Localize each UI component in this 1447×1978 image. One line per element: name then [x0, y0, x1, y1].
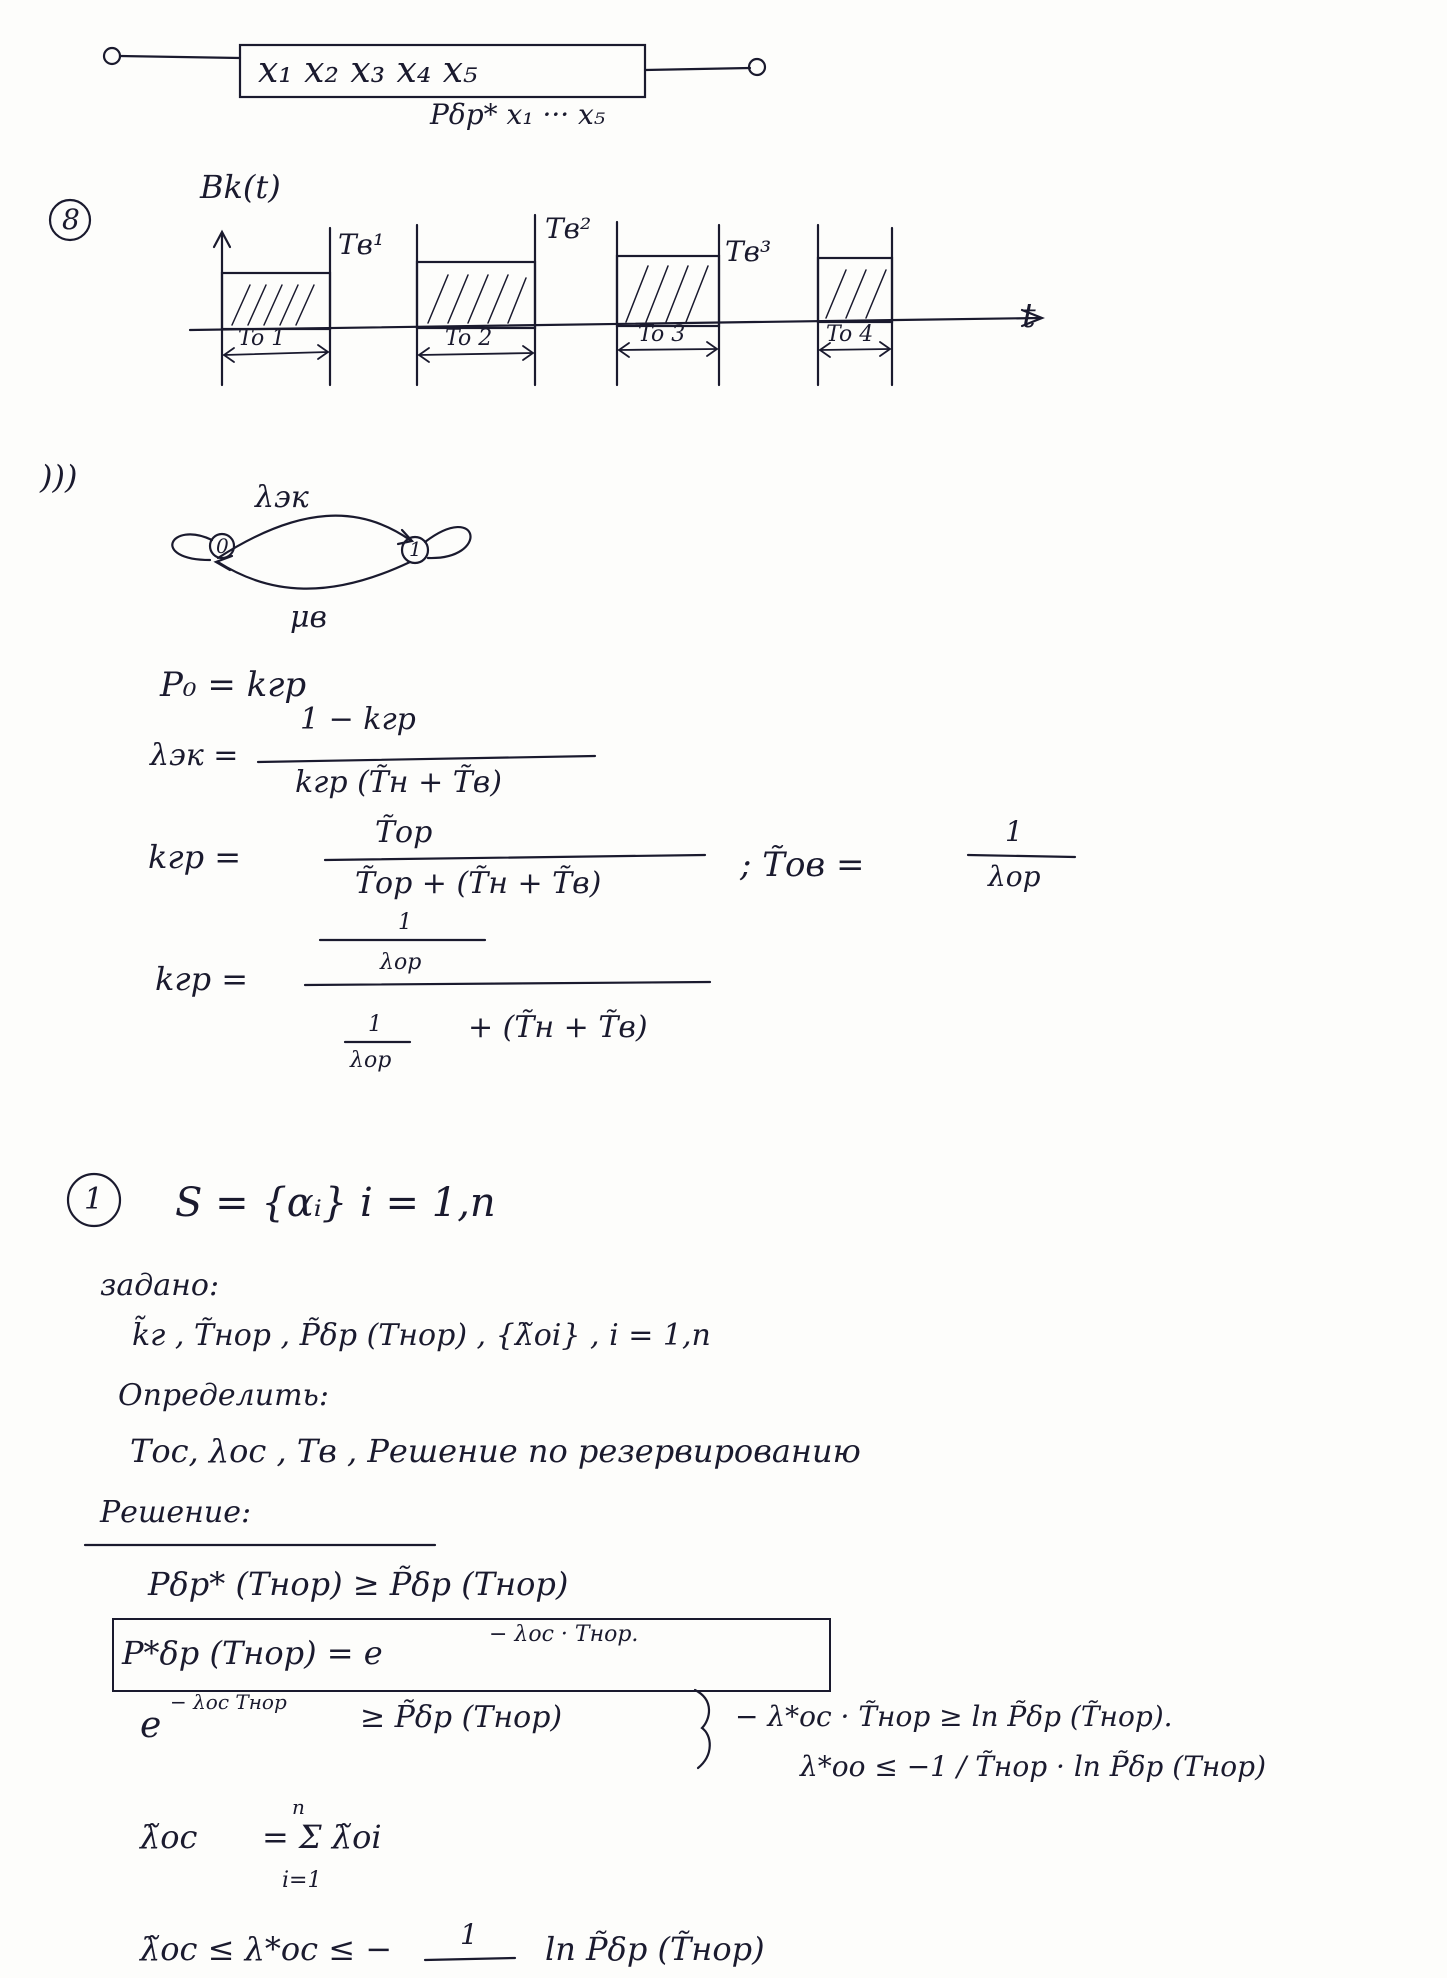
formula-tob: ; T̃ов = — [740, 845, 865, 885]
find-label: Определить: — [118, 1378, 329, 1413]
solution-label: Решение: — [100, 1495, 252, 1530]
sum-bottom-limit: i=1 — [282, 1868, 322, 1893]
self-loop-0 — [172, 534, 212, 560]
fraction-bar-kgr2 — [305, 982, 710, 985]
to-label-2: To 2 — [445, 326, 493, 351]
sum-top-limit: n — [292, 1795, 305, 1819]
set-definition: S = {αᵢ} i = 1,n — [175, 1180, 496, 1226]
formula-lambda-lhs: λэк = — [150, 738, 239, 773]
formula-kgr2-lhs: kгр = — [155, 960, 249, 998]
formula-kgr-lhs: kгр = — [148, 838, 242, 876]
inequality-1: Pδр* (Tнор) ≥ P̃δр (Tнор) — [148, 1565, 569, 1603]
fraction-bar-kgr — [325, 855, 705, 860]
marker-1-text: 1 — [84, 1182, 104, 1217]
last-line-numerator: 1 — [460, 1918, 478, 1951]
lambda-arc-label: λэк — [255, 480, 309, 515]
sum-lhs: λ̃ос — [140, 1818, 198, 1856]
state-0-label: 0 — [216, 534, 229, 558]
formula-kgr2-inner-num: 1 — [398, 910, 412, 935]
formula-lambda-denominator: kгр (T̃н + T̃в) — [295, 765, 502, 800]
formula-tob-numerator: 1 — [1005, 815, 1023, 848]
formula-lambda-numerator: 1 − kгр — [300, 702, 416, 737]
last-line-rest: ln P̃δр (T̃нор) — [545, 1930, 765, 1968]
marker-parens: ))) — [40, 458, 78, 496]
sum-expression: = Σ λ̃оi — [262, 1818, 382, 1856]
boxed-formula — [112, 1618, 831, 1692]
formula-tob-denominator: λор — [988, 860, 1041, 893]
block-under-label: Pδp* x₁ ··· x₅ — [430, 98, 606, 131]
arc-mu — [218, 562, 410, 589]
line3-right-b: λ*оо ≤ −1 / T̃нор · ln P̃δр (Tнор) — [800, 1750, 1266, 1783]
formula-kgr-numerator: T̃ор — [375, 815, 433, 850]
output-terminal — [749, 59, 765, 75]
formula-kgr2-den-rest: + (T̃н + T̃в) — [468, 1010, 648, 1045]
find-values: Tос, λос , Tв , Решение по резервированию — [130, 1432, 861, 1470]
fraction-bar-tob — [968, 855, 1075, 857]
to-label-4: To 4 — [826, 322, 874, 347]
input-terminal — [104, 48, 120, 64]
line3-right-a: − λ*ос · T̃нор ≥ ln P̃δр (T̃нор). — [735, 1700, 1173, 1733]
to-label-1: To 1 — [238, 326, 286, 351]
line3-rhs: ≥ P̃δр (Tнор) — [360, 1700, 563, 1735]
line3-exponent: − λос Tнор — [170, 1690, 287, 1714]
block-elements-label: x₁ x₂ x₃ x₄ x₅ — [258, 50, 478, 91]
boxed-formula-exponent: − λос · Tнор. — [489, 1622, 639, 1647]
self-loop-1 — [425, 527, 471, 558]
formula-kgr2-den-frac-den: λор — [350, 1048, 392, 1073]
function-label: Bk(t) — [200, 168, 281, 206]
marker-8-text: 8 — [62, 203, 80, 236]
arc-lambda — [218, 516, 410, 558]
tb-label-1: Tв¹ — [338, 228, 385, 261]
state-1-label: 1 — [409, 537, 422, 561]
line3-base: e — [140, 1705, 162, 1746]
tb-label-3: Tв³ — [725, 235, 772, 268]
brace — [695, 1690, 710, 1768]
fraction-bar-final — [425, 1958, 515, 1960]
given-label: задано: — [100, 1268, 220, 1303]
formula-kgr2-den-frac-num: 1 — [368, 1012, 382, 1037]
work-interval-2 — [417, 262, 535, 328]
time-axis-label: t — [1022, 296, 1036, 336]
boxed-formula-main: P*δр (Tнор) = e — [122, 1634, 383, 1672]
last-line: λ̃ос ≤ λ*ос ≤ − — [140, 1930, 393, 1968]
formula-p0: P₀ = kгр — [160, 665, 307, 705]
tb-label-2: Tв² — [545, 212, 592, 245]
formula-kgr2-inner-den: λор — [380, 950, 422, 975]
fraction-bar-lambda — [258, 756, 595, 762]
formula-kgr-denominator: T̃ор + (T̃н + T̃в) — [355, 866, 602, 901]
mu-arc-label: μв — [290, 600, 327, 635]
to-label-3: To 3 — [638, 322, 686, 347]
given-values: k̃г , T̃нор , P̃δр (Tнор) , {λ̃оi} , i = 1,n — [132, 1318, 711, 1353]
work-interval-1 — [222, 273, 330, 329]
